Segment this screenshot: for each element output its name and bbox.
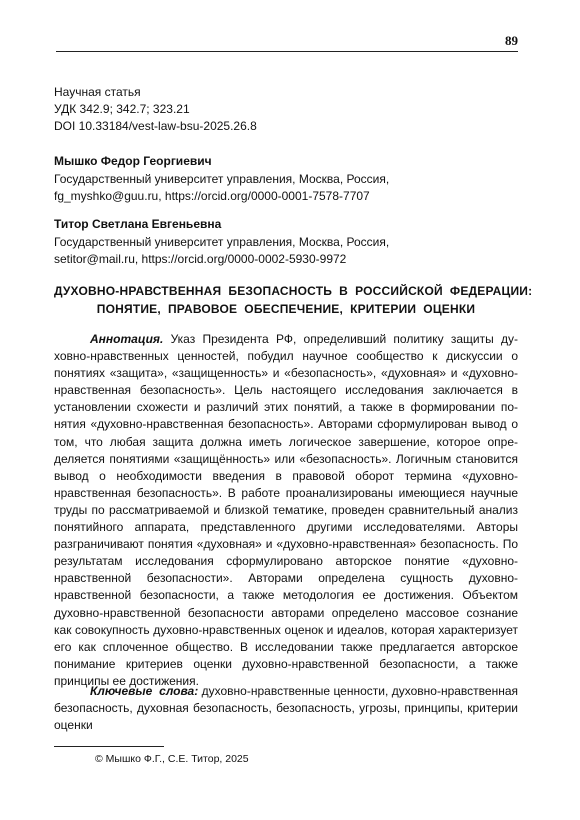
copyright-footnote: © Мышко Ф.Г., С.Е. Титор, 2025 xyxy=(95,753,249,765)
title-line: ПОНЯТИЕ, ПРАВОВОЕ ОБЕСПЕЧЕНИЕ, КРИТЕРИИ ОЦЕНКИ xyxy=(96,301,476,316)
abstract xyxy=(54,331,518,690)
keywords-label: Ключевые слова: xyxy=(90,684,199,698)
abstract-text: Указ Президента РФ, определивший политику защиты духовно-нравственных ценностей, побудил научное сообщество к дискуссии о понятиях «защита», «защищенность» и «безопасность», «духовная» и «духовно-нравственная безопасность». Цель настоящего исследования заключается в установлении схожести и различий этих понятий, а также в формировании понятия «духовно-нравственная безопасность». Авторами сформулирован вывод о том, что любая защита должна иметь логическое завершение, которое определяется понятиями «защищённость» или «безопасность». Логичным становится вывод о необходимости введения в правовой оборот термина «духовно-нравственная безопасность». В работе проанализированы имеющиеся научные труды по рассматриваемой и близкой тематике, проведен сравнительный анализ понятийного аппарата, представленного другими исследователями. Авторы разграничивают понятия «духовная» и «духовно-нравственная» безопасность. По результатам исследования сформулировано авторское понятие «духовно-нравственной безопасности». Авторами определена сущность духовно-нравственной безопасности, а также методология ее достижения. Объектом духовно-нравственной безопасности авторами определено массовое сознание как совокупность духовно-нравственных оценок и идеалов, которая характеризует его как сплоченное общество. В исследовании также предлагается авторское понимание критериев оценки духовно-нравственной безопасности, а также принципы ее достижения. xyxy=(54,332,518,688)
author-contact[interactable]: fg_myshko@guu.ru, https://orcid.org/0000-0001-7578-7707 xyxy=(54,189,370,203)
author-block xyxy=(54,216,389,269)
udc-code: УДК 342.9; 342.7; 323.21 xyxy=(54,102,190,116)
author-affiliation: Государственный университет управления, Москва, Россия, xyxy=(54,234,390,249)
article-type: Научная статья xyxy=(54,85,141,99)
page-number: 89 xyxy=(505,33,518,48)
author-name: Мышко Федор Георгиевич xyxy=(54,154,212,168)
keywords xyxy=(54,683,518,734)
author-block xyxy=(54,153,389,206)
doi[interactable]: DOI 10.33184/vest-law-bsu-2025.26.8 xyxy=(54,119,257,133)
author-affiliation: Государственный университет управления, Москва, Россия, xyxy=(54,171,390,186)
author-name: Титор Светлана Евгеньевна xyxy=(54,217,222,231)
keywords-text: духовно-нравственные ценности, духовно-нравственная безопасность, духовная безопасность, безопасность, угрозы, принципы, критерии оценки xyxy=(54,684,519,733)
header-rule xyxy=(56,51,518,52)
author-contact[interactable]: setitor@mail.ru, https://orcid.org/0000-0002-5930-9972 xyxy=(54,252,347,266)
footnote-rule xyxy=(54,746,164,747)
title-line: ДУХОВНО-НРАВСТВЕННАЯ БЕЗОПАСНОСТЬ В РОССИЙСКОЙ ФЕДЕРАЦИИ: xyxy=(54,284,533,298)
article-meta xyxy=(54,84,257,135)
article-title xyxy=(54,283,533,318)
abstract-label: Аннотация. xyxy=(90,332,164,346)
